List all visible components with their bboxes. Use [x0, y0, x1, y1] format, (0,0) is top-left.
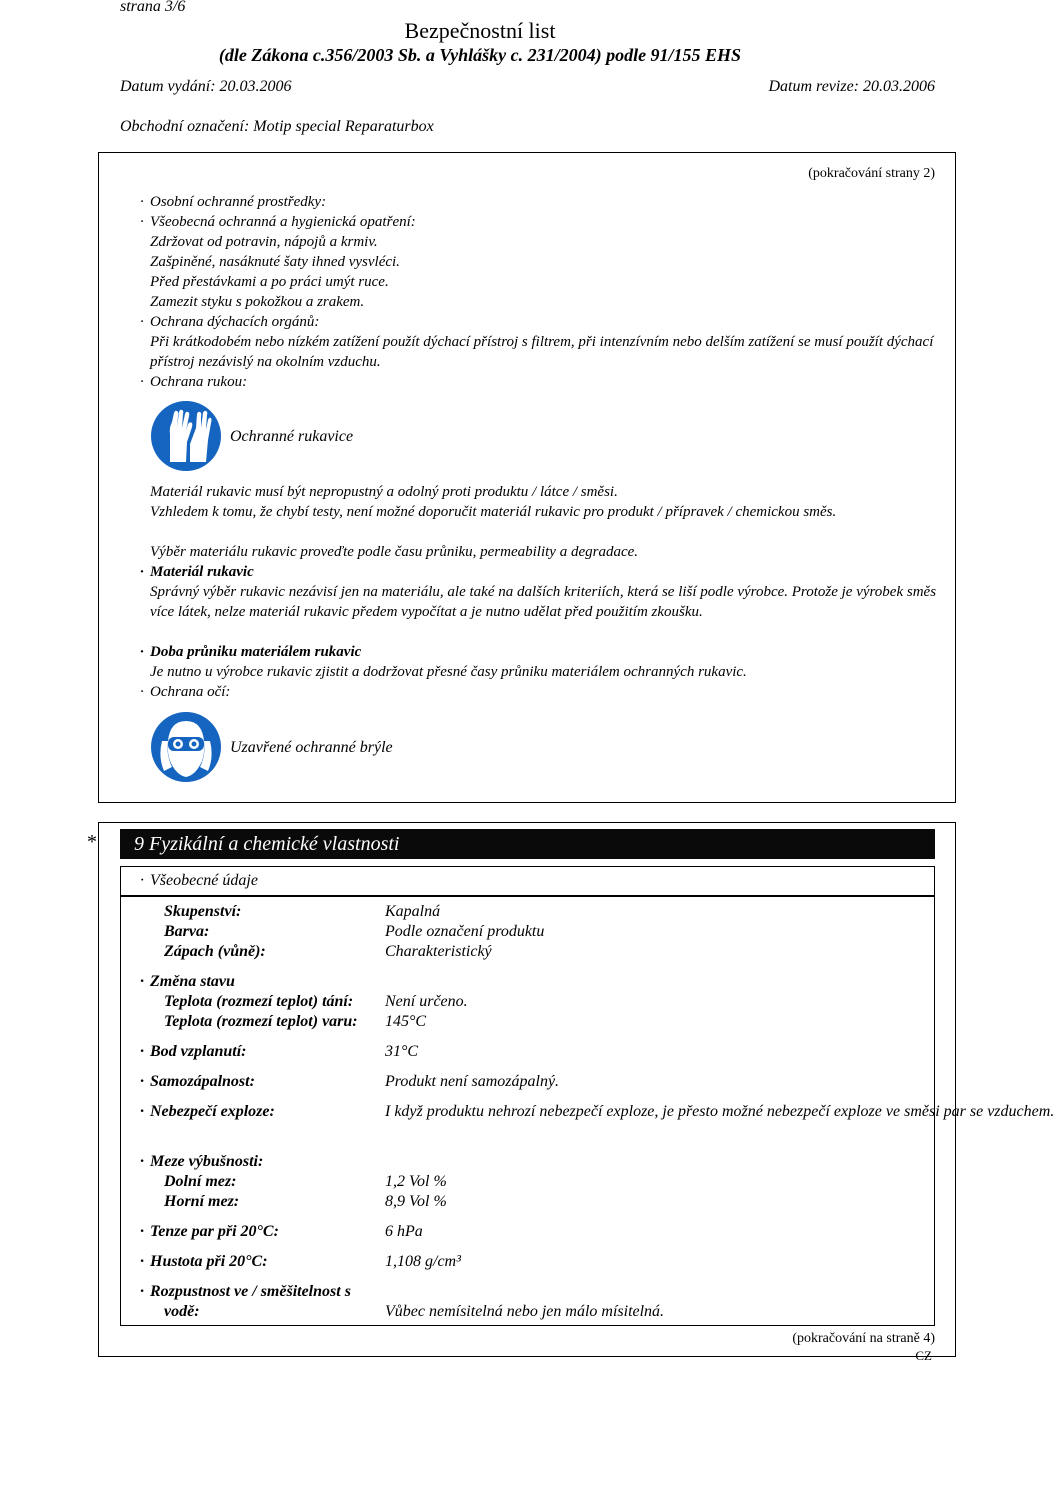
breakthrough-heading: · Doba průniku materiálem rukavic: [140, 644, 362, 660]
flash-value: 31°C: [385, 1043, 419, 1060]
document-subtitle: (dle Zákona c.356/2003 Sb. a Vyhlášky c. 231/2004) podle 91/155 EHS: [218, 45, 742, 65]
eye-heading: · Ochrana očí:: [140, 684, 231, 700]
vapor-pressure-value: 6 hPa: [385, 1223, 423, 1240]
density-value: 1,108 g/cm³: [385, 1253, 461, 1270]
limits-heading: · Meze výbušnosti:: [140, 1153, 264, 1170]
glove-line: Materiál rukavic musí být nepropustný a odolný proti produktu / látce / směsi.: [150, 484, 618, 500]
general-heading: · Všeobecné údaje: [140, 872, 258, 889]
gloves-label: Ochranné rukavice: [230, 428, 354, 445]
goggles-label: Uzavřené ochranné brýle: [230, 739, 393, 756]
revision-date: Datum revize: 20.03.2006: [768, 78, 935, 95]
melting-value: Není určeno.: [385, 993, 468, 1010]
melting-label: Teplota (rozmezí teplot) tání:: [164, 993, 354, 1010]
solubility-value: Vůbec nemísitelná nebo jen málo mísitelná.: [385, 1303, 665, 1320]
hygiene-heading: · Všeobecná ochranná a hygienická opatření:: [140, 214, 416, 230]
change-marker: *: [87, 831, 97, 853]
property-value: Podle označení produktu: [385, 923, 545, 940]
document-title: Bezpečnostní list: [404, 18, 556, 43]
upper-limit-value: 8,9 Vol %: [385, 1193, 447, 1210]
hygiene-line: Zdržovat od potravin, nápojů a krmiv.: [150, 234, 378, 250]
solubility-label-cont: vodě:: [164, 1303, 200, 1320]
explosion-value: I když produktu nehrozí nebezpečí exploze, je přesto možné nebezpečí exploze ve směsi par se vzduchem.: [385, 1103, 1054, 1120]
lower-limit-label: Dolní mez:: [164, 1173, 237, 1190]
trade-name: Obchodní označení: Motip special Reparaturbox: [120, 118, 434, 135]
property-value: Charakteristický: [385, 943, 492, 960]
glove-line: Vzhledem k tomu, že chybí testy, není možné doporučit materiál rukavic pro produkt / přípravek / chemickou směs.: [150, 504, 837, 520]
goggles-icon: [150, 711, 222, 783]
selfign-value: Produkt není samozápalný.: [385, 1073, 560, 1090]
hygiene-line: Zamezit styku s pokožkou a zrakem.: [150, 294, 365, 310]
hand-heading: · Ochrana rukou:: [140, 374, 248, 390]
hygiene-line: Před přestávkami a po práci umýt ruce.: [150, 274, 389, 290]
upper-limit-label: Horní mez:: [164, 1193, 240, 1210]
continued-on: (pokračování na straně 4): [792, 1331, 935, 1346]
solubility-label: · Rozpustnost ve / směšitelnost s: [140, 1283, 351, 1300]
property-label: Zápach (vůně):: [164, 943, 266, 960]
glove-line: Výběr materiálu rukavic proveďte podle času průniku, permeability a degradace.: [150, 544, 639, 560]
page-number: strana 3/6: [120, 0, 186, 15]
respiratory-heading: · Ochrana dýchacích orgánů:: [140, 314, 320, 330]
ppe-heading: · Osobní ochranné prostředky:: [140, 194, 327, 210]
glove-material-text: Správný výběr rukavic nezávisí jen na materiálu, ale také na dalších kriteriích, která se liší podle výrobce. Protože je výrobek směs více látek, nelze materiál rukavic předem vypočítat a je nutno udělat před použitím zkoušku.: [150, 584, 937, 620]
density-label: · Hustota při 20°C:: [140, 1253, 268, 1270]
explosion-label: · Nebezpečí exploze:: [140, 1103, 275, 1120]
flash-label: · Bod vzplanutí:: [140, 1043, 247, 1060]
section-9-title: 9 Fyzikální a chemické vlastnosti: [120, 829, 935, 859]
glove-material-heading: · Materiál rukavic: [140, 564, 254, 580]
vapor-pressure-label: · Tenze par při 20°C:: [140, 1223, 279, 1240]
gloves-icon: [150, 400, 222, 472]
continuation-from: (pokračování strany 2): [808, 166, 935, 181]
hygiene-line: Zašpiněné, nasáknuté šaty ihned vysvléci.: [150, 254, 400, 270]
respiratory-text: Při krátkodobém nebo nízkém zatížení použít dýchací přístroj s filtrem, při intenzívním nebo delším zatížení se musí použít dýchací přístroj nezávislý na okolním vzduchu.: [150, 334, 934, 370]
issue-date: Datum vydání: 20.03.2006: [120, 78, 292, 95]
boiling-value: 145°C: [385, 1013, 427, 1030]
property-label: Skupenství:: [164, 903, 242, 920]
property-label: Barva:: [164, 923, 210, 940]
lower-limit-value: 1,2 Vol %: [385, 1173, 447, 1190]
boiling-label: Teplota (rozmezí teplot) varu:: [164, 1013, 358, 1030]
country-code: CZ: [915, 1348, 932, 1363]
selfign-label: · Samozápalnost:: [140, 1073, 255, 1090]
property-value: Kapalná: [385, 903, 441, 920]
state-change-heading: · Změna stavu: [140, 973, 235, 990]
breakthrough-text: Je nutno u výrobce rukavic zjistit a dodržovat přesné časy průniku materiálem ochranných rukavic.: [150, 664, 747, 680]
